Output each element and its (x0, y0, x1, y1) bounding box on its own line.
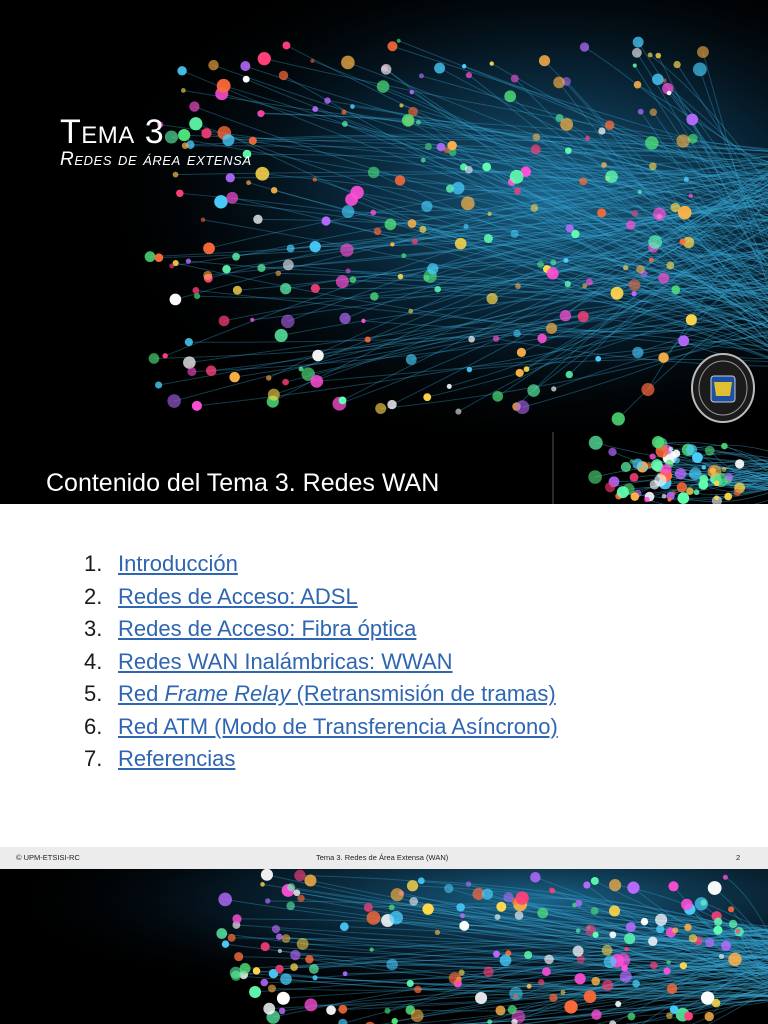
toc-link[interactable]: Redes de Acceso: ADSL (118, 583, 358, 609)
toc-item (84, 548, 558, 581)
toc-link[interactable]: Red Frame Relay (Retransmisión de tramas) (118, 681, 556, 706)
toc-item (84, 613, 558, 646)
footer-copyright: © UPM-ETSISI-RC (16, 853, 80, 862)
footer-topic: Tema 3. Redes de Área Extensa (WAN) (316, 853, 449, 862)
toc-item-number: 4. (84, 648, 103, 674)
toc-item-number: 6. (84, 713, 103, 739)
fiber-optic-background (0, 869, 768, 1024)
toc-item-number: 1. (84, 551, 103, 576)
toc-item (84, 646, 558, 679)
table-of-contents (84, 548, 558, 776)
university-seal-icon (690, 352, 756, 424)
toc-link[interactable]: Redes WAN Inalámbricas: WWAN (118, 648, 453, 674)
toc-link[interactable]: Referencias (118, 746, 236, 771)
next-slide-preview (0, 869, 768, 1024)
header-divider (552, 432, 554, 504)
toc-link[interactable]: Redes de Acceso: Fibra óptica (118, 616, 417, 641)
slide-subtitle: Redes de área extensa (60, 149, 252, 170)
toc-item-number: 2. (84, 583, 103, 609)
fiber-optic-background (0, 0, 768, 432)
toc-item-number: 7. (84, 746, 103, 771)
toc-item-number: 3. (84, 616, 103, 641)
footer-page-number: 2 (736, 853, 741, 862)
title-slide (0, 0, 768, 432)
toc-item (84, 743, 558, 776)
content-slide-title: Contenido del Tema 3. Redes WAN (46, 469, 440, 497)
slide-title: Tema 3 (60, 113, 165, 151)
toc-item (84, 678, 558, 711)
toc-item (84, 581, 558, 614)
toc-link[interactable]: Introducción (118, 551, 238, 576)
toc-item (84, 711, 558, 744)
toc-link[interactable]: Red ATM (Modo de Transferencia Asíncrono) (118, 713, 558, 739)
toc-item-number: 5. (84, 681, 103, 706)
